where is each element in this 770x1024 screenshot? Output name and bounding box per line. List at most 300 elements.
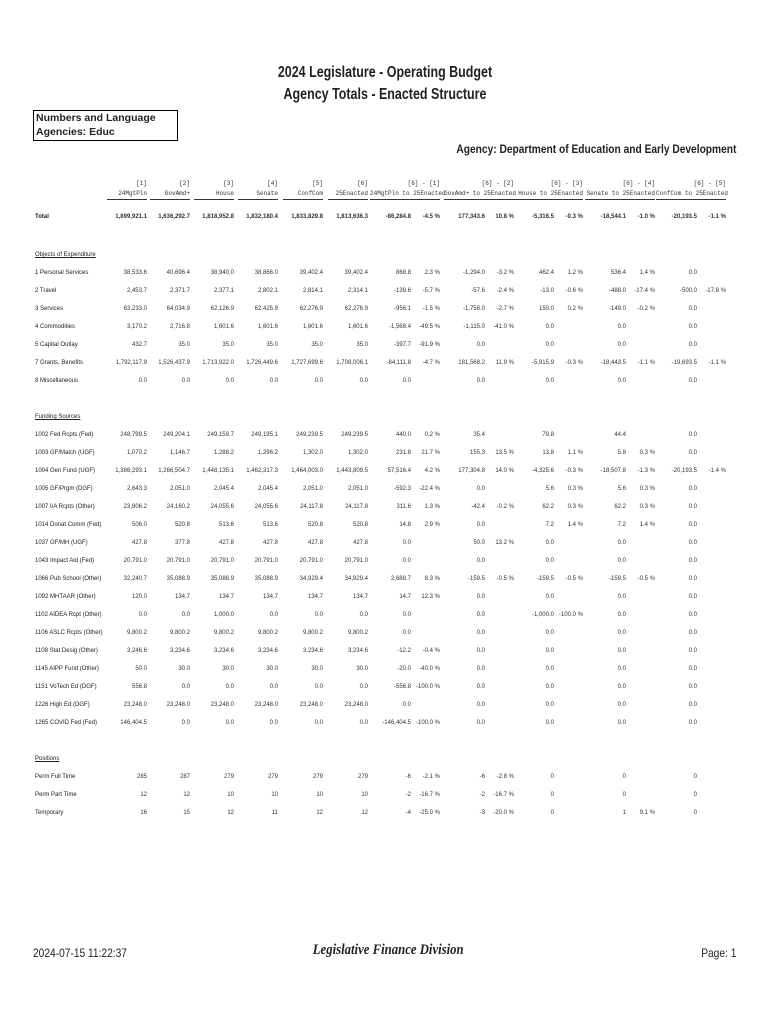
cell-value: 1,899,921.1 bbox=[115, 214, 147, 220]
diff-value: 0 bbox=[622, 774, 626, 780]
diff-percent: -0.5 % bbox=[496, 576, 514, 582]
diff-value: -20,193.5 bbox=[671, 468, 697, 474]
column-number: [6] - [4] bbox=[622, 180, 655, 187]
cell-value: 20,791.0 bbox=[123, 558, 147, 564]
diff-percent: -1.5 % bbox=[422, 306, 440, 312]
footer-timestamp: 2024-07-15 11:22:37 bbox=[33, 946, 127, 960]
diff-value: -159.5 bbox=[467, 576, 485, 582]
cell-value: 0.0 bbox=[181, 378, 190, 384]
diff-percent: 2.9 % bbox=[424, 522, 440, 528]
diff-value: 0.0 bbox=[688, 630, 697, 636]
row-label: 1004 Gen Fund (UGF) bbox=[35, 468, 96, 474]
diff-value: 7.2 bbox=[545, 522, 554, 528]
cell-value: 3,234.6 bbox=[302, 648, 323, 654]
cell-value: 0.0 bbox=[225, 684, 234, 690]
row-label: 3 Services bbox=[35, 306, 64, 312]
diff-value: 868.8 bbox=[395, 270, 411, 276]
row-label: 1043 Impact Aid (Fed) bbox=[35, 558, 95, 564]
diff-percent: -0.4 % bbox=[422, 648, 440, 654]
diff-value: 0.0 bbox=[402, 630, 411, 636]
row-label: Perm Part Time bbox=[35, 792, 77, 798]
cell-value: 3,170.2 bbox=[126, 324, 147, 330]
cell-value: 134.7 bbox=[307, 594, 323, 600]
cell-value: 520.8 bbox=[307, 522, 323, 528]
cell-value: 1,818,952.8 bbox=[202, 214, 234, 220]
cell-value: 38,533.6 bbox=[123, 270, 147, 276]
column-number: [6] - [1] bbox=[407, 180, 440, 187]
row-label: 1066 Pub School (Other) bbox=[35, 576, 102, 582]
diff-value: 2,688.7 bbox=[390, 576, 411, 582]
row-label: 1151 VoTech Ed (DGF) bbox=[35, 684, 97, 690]
section-heading: Funding Sources bbox=[35, 414, 81, 420]
cell-value: 39,402.4 bbox=[344, 270, 368, 276]
diff-value: 79.8 bbox=[542, 432, 554, 438]
row-label: 1092 MHTAAR (Other) bbox=[35, 594, 96, 600]
cell-value: 1,266,504.7 bbox=[158, 468, 190, 474]
cell-value: 1,000.0 bbox=[213, 612, 234, 618]
diff-value: 0.0 bbox=[476, 558, 485, 564]
diff-percent: -1.3 % bbox=[637, 468, 655, 474]
cell-value: 35.0 bbox=[266, 342, 278, 348]
diff-value: 5.8 bbox=[617, 450, 626, 456]
cell-value: 2,045.4 bbox=[257, 486, 278, 492]
diff-value: 14.7 bbox=[399, 594, 411, 600]
cell-value: 120.0 bbox=[131, 594, 147, 600]
cell-value: 12 bbox=[183, 792, 190, 798]
cell-value: 249,239.5 bbox=[296, 432, 323, 438]
cell-value: 0.0 bbox=[181, 720, 190, 726]
diff-value: -139.6 bbox=[393, 288, 411, 294]
diff-value: 0.0 bbox=[688, 270, 697, 276]
diff-value: -3 bbox=[479, 810, 485, 816]
diff-percent: -0.3 % bbox=[565, 468, 583, 474]
column-number: [6] - [5] bbox=[693, 180, 726, 187]
diff-value: -6 bbox=[479, 774, 485, 780]
cell-value: 279 bbox=[223, 774, 234, 780]
diff-percent: -1.1 % bbox=[637, 360, 655, 366]
diff-value: 0 bbox=[693, 810, 697, 816]
column-name: GovAmd+ to 25Enacted bbox=[444, 189, 514, 200]
column-header bbox=[513, 179, 583, 200]
diff-value: -4,325.6 bbox=[531, 468, 554, 474]
diff-value: 0 bbox=[693, 774, 697, 780]
cell-value: 2,643.3 bbox=[126, 486, 147, 492]
cell-value: 556.8 bbox=[131, 684, 147, 690]
cell-value: 3,234.6 bbox=[169, 648, 190, 654]
diff-percent: -0.2 % bbox=[496, 504, 514, 510]
diff-value: 0.0 bbox=[617, 666, 626, 672]
column-number: [6] bbox=[357, 180, 368, 187]
diff-value: -2 bbox=[405, 792, 411, 798]
cell-value: 35.0 bbox=[311, 342, 323, 348]
diff-percent: -0.5 % bbox=[565, 576, 583, 582]
diff-value: 0.0 bbox=[688, 306, 697, 312]
diff-percent: -2.7 % bbox=[496, 306, 514, 312]
diff-value: 0.0 bbox=[688, 576, 697, 582]
cell-value: 12 bbox=[361, 810, 368, 816]
diff-value: 0.0 bbox=[476, 594, 485, 600]
column-header bbox=[370, 179, 446, 200]
cell-value: 30.0 bbox=[356, 666, 368, 672]
row-label: 5 Capital Outlay bbox=[35, 342, 78, 348]
cell-value: 24,117.8 bbox=[300, 504, 323, 510]
diff-value: 0.0 bbox=[688, 432, 697, 438]
cell-value: 432.7 bbox=[131, 342, 147, 348]
cell-value: 24,055.6 bbox=[254, 504, 278, 510]
cell-value: 0.0 bbox=[225, 378, 234, 384]
row-label: 1106 ASLC Rcpts (Other) bbox=[35, 630, 103, 636]
diff-percent: -1.4 % bbox=[708, 468, 726, 474]
diff-value: 0.0 bbox=[688, 378, 697, 384]
column-name: House bbox=[194, 189, 234, 200]
diff-value: 0.0 bbox=[476, 630, 485, 636]
column-name: ConfCom to 25Enacted bbox=[656, 189, 726, 200]
diff-value: 177,304.8 bbox=[458, 468, 485, 474]
diff-value: -146,404.5 bbox=[382, 720, 411, 726]
cell-value: 16 bbox=[140, 810, 147, 816]
diff-value: 0.0 bbox=[545, 648, 554, 654]
cell-value: 1,601.6 bbox=[347, 324, 368, 330]
diff-percent: 1.4 % bbox=[639, 270, 655, 276]
diff-percent: 21.7 % bbox=[421, 450, 440, 456]
cell-value: 35.0 bbox=[178, 342, 190, 348]
cell-value: 1,813,636.3 bbox=[336, 214, 368, 220]
column-name: 25Enacted bbox=[328, 189, 368, 200]
diff-percent: -2.4 % bbox=[496, 288, 514, 294]
diff-percent: -41.0 % bbox=[493, 324, 514, 330]
diff-value: 0.0 bbox=[545, 558, 554, 564]
diff-percent: 8.3 % bbox=[424, 576, 440, 582]
cell-value: 24,117.8 bbox=[345, 504, 368, 510]
cell-value: 134.7 bbox=[174, 594, 190, 600]
cell-value: 10 bbox=[271, 792, 278, 798]
diff-value: 0.0 bbox=[545, 702, 554, 708]
cell-value: 10 bbox=[361, 792, 368, 798]
diff-value: 0.0 bbox=[476, 342, 485, 348]
diff-value: -6 bbox=[405, 774, 411, 780]
diff-value: 155.3 bbox=[469, 450, 485, 456]
cell-value: 2,802.1 bbox=[257, 288, 278, 294]
column-name: 24MgtPln to 25Enacted bbox=[370, 189, 440, 200]
diff-percent: 14.0 % bbox=[495, 468, 514, 474]
cell-value: 1,636,292.7 bbox=[158, 214, 190, 220]
filter-line1: Numbers and Language bbox=[36, 112, 156, 124]
diff-percent: -3.2 % bbox=[496, 270, 514, 276]
diff-value: 0.0 bbox=[545, 666, 554, 672]
diff-value: -1,568.4 bbox=[388, 324, 411, 330]
cell-value: 2,045.4 bbox=[213, 486, 234, 492]
row-label: Temporary bbox=[35, 810, 64, 816]
cell-value: 279 bbox=[312, 774, 323, 780]
diff-value: 62.2 bbox=[542, 504, 554, 510]
diff-percent: 1.2 % bbox=[567, 270, 583, 276]
row-label: 1102 AIDEA Rcpt (Other) bbox=[35, 612, 102, 618]
column-header bbox=[444, 179, 517, 200]
cell-value: 20,791.0 bbox=[254, 558, 278, 564]
cell-value: 1,296.2 bbox=[257, 450, 278, 456]
cell-value: 9,800.2 bbox=[347, 630, 368, 636]
cell-value: 1,146.7 bbox=[169, 450, 190, 456]
diff-percent: 0.2 % bbox=[567, 306, 583, 312]
cell-value: 39,402.4 bbox=[299, 270, 323, 276]
diff-percent: 0.3 % bbox=[639, 504, 655, 510]
cell-value: 249,159.7 bbox=[207, 432, 234, 438]
column-header bbox=[194, 179, 234, 200]
cell-value: 24,160.2 bbox=[166, 504, 190, 510]
diff-value: 62.2 bbox=[614, 504, 626, 510]
cell-value: 520.8 bbox=[352, 522, 368, 528]
diff-value: 0.0 bbox=[617, 594, 626, 600]
diff-percent: -0.6 % bbox=[565, 288, 583, 294]
cell-value: 0.0 bbox=[359, 378, 368, 384]
row-label: Total bbox=[35, 214, 49, 220]
diff-value: 0 bbox=[622, 792, 626, 798]
column-header bbox=[107, 179, 147, 200]
cell-value: 2,051.0 bbox=[347, 486, 368, 492]
cell-value: 12 bbox=[316, 810, 323, 816]
cell-value: 35.0 bbox=[222, 342, 234, 348]
diff-value: 536.4 bbox=[610, 270, 626, 276]
column-number: [3] bbox=[223, 180, 234, 187]
diff-percent: 9.1 % bbox=[639, 810, 655, 816]
row-label: 1037 GF/MH (UGF) bbox=[35, 540, 88, 546]
cell-value: 23,806.2 bbox=[123, 504, 147, 510]
cell-value: 9,800.2 bbox=[169, 630, 190, 636]
cell-value: 0.0 bbox=[314, 720, 323, 726]
column-number: [4] bbox=[267, 180, 278, 187]
diff-value: -18,507.8 bbox=[600, 468, 626, 474]
diff-value: -556.8 bbox=[393, 684, 411, 690]
diff-value: -956.1 bbox=[393, 306, 411, 312]
cell-value: 0.0 bbox=[314, 378, 323, 384]
cell-value: 0.0 bbox=[359, 684, 368, 690]
diff-percent: -0.3 % bbox=[565, 214, 583, 220]
cell-value: 20,791.0 bbox=[166, 558, 190, 564]
cell-value: 10 bbox=[316, 792, 323, 798]
cell-value: 285 bbox=[136, 774, 147, 780]
report-title-line2: Agency Totals - Enacted Structure bbox=[283, 86, 487, 103]
cell-value: 62,276.9 bbox=[299, 306, 323, 312]
diff-value: -84,111.8 bbox=[386, 360, 411, 366]
cell-value: 1,601.6 bbox=[302, 324, 323, 330]
cell-value: 506.0 bbox=[131, 522, 147, 528]
section-heading: Positions bbox=[35, 756, 60, 762]
cell-value: 0.0 bbox=[269, 684, 278, 690]
diff-value: 5.6 bbox=[617, 486, 626, 492]
cell-value: 249,195.1 bbox=[251, 432, 278, 438]
diff-value: -2 bbox=[479, 792, 485, 798]
cell-value: 30.0 bbox=[222, 666, 234, 672]
cell-value: 20,791.0 bbox=[344, 558, 368, 564]
diff-percent: -5.7 % bbox=[422, 288, 440, 294]
row-label: Perm Full Time bbox=[35, 774, 76, 780]
diff-value: -42.4 bbox=[471, 504, 485, 510]
diff-value: 440.0 bbox=[395, 432, 411, 438]
cell-value: 30.0 bbox=[178, 666, 190, 672]
section-heading: Objects of Expenditure bbox=[35, 252, 96, 258]
diff-value: 0.0 bbox=[476, 486, 485, 492]
column-name: 24MgtPln bbox=[107, 189, 147, 200]
cell-value: 1,302.0 bbox=[302, 450, 323, 456]
diff-value: -1,758.0 bbox=[462, 306, 485, 312]
diff-value: 462.4 bbox=[538, 270, 554, 276]
diff-value: 0.0 bbox=[545, 594, 554, 600]
diff-value: 0.0 bbox=[617, 630, 626, 636]
diff-value: 0.0 bbox=[688, 558, 697, 564]
diff-value: -1,115.0 bbox=[463, 324, 485, 330]
diff-value: 0 bbox=[693, 792, 697, 798]
diff-value: 0.0 bbox=[617, 612, 626, 618]
diff-value: 0.0 bbox=[688, 450, 697, 456]
diff-value: 7.2 bbox=[617, 522, 626, 528]
column-header bbox=[283, 179, 323, 200]
diff-value: 0.0 bbox=[402, 540, 411, 546]
cell-value: 427.8 bbox=[352, 540, 368, 546]
diff-value: 0.0 bbox=[476, 522, 485, 528]
column-header bbox=[656, 179, 729, 200]
row-label: 1108 Stat Desig (Other) bbox=[35, 648, 98, 654]
cell-value: 1,462,317.3 bbox=[246, 468, 278, 474]
column-header bbox=[328, 179, 368, 200]
diff-percent: 1.4 % bbox=[567, 522, 583, 528]
cell-value: 1,832,180.4 bbox=[246, 214, 278, 220]
cell-value: 11 bbox=[271, 810, 278, 816]
cell-value: 0.0 bbox=[269, 720, 278, 726]
diff-value: 0.0 bbox=[617, 540, 626, 546]
diff-value: 0.0 bbox=[476, 720, 485, 726]
cell-value: 23,248.0 bbox=[123, 702, 147, 708]
diff-percent: -100.0 % bbox=[415, 684, 440, 690]
row-label: 1002 Fed Rcpts (Fed) bbox=[35, 432, 94, 438]
column-name: ConfCom bbox=[283, 189, 323, 200]
diff-value: 0.0 bbox=[402, 558, 411, 564]
cell-value: 35,088.9 bbox=[254, 576, 278, 582]
cell-value: 2,371.7 bbox=[169, 288, 190, 294]
footer-division: Legislative Finance Division bbox=[312, 942, 464, 958]
cell-value: 23,248.0 bbox=[210, 702, 234, 708]
diff-value: 0 bbox=[550, 810, 554, 816]
cell-value: 23,248.0 bbox=[344, 702, 368, 708]
cell-value: 0.0 bbox=[138, 612, 147, 618]
cell-value: 30.0 bbox=[311, 666, 323, 672]
diff-percent: -100.0 % bbox=[558, 612, 583, 618]
diff-value: -19,693.5 bbox=[671, 360, 697, 366]
diff-value: 181,568.2 bbox=[458, 360, 485, 366]
cell-value: 1,601.6 bbox=[257, 324, 278, 330]
diff-percent: -49.5 % bbox=[419, 324, 440, 330]
diff-percent: 1.1 % bbox=[567, 450, 583, 456]
diff-value: 0.0 bbox=[476, 684, 485, 690]
cell-value: 35.0 bbox=[356, 342, 368, 348]
cell-value: 2,377.1 bbox=[213, 288, 234, 294]
cell-value: 3,234.6 bbox=[347, 648, 368, 654]
diff-percent: -17.4 % bbox=[634, 288, 655, 294]
column-number: [6] - [2] bbox=[481, 180, 514, 187]
diff-value: 0.0 bbox=[617, 702, 626, 708]
diff-value: 0.0 bbox=[617, 378, 626, 384]
cell-value: 15 bbox=[183, 810, 190, 816]
cell-value: 2,814.1 bbox=[302, 288, 323, 294]
cell-value: 12 bbox=[140, 792, 147, 798]
column-number: [6] - [3] bbox=[550, 180, 583, 187]
diff-value: 13.8 bbox=[542, 450, 554, 456]
diff-value: 44.4 bbox=[614, 432, 626, 438]
report-title bbox=[85, 62, 686, 106]
cell-value: 2,453.7 bbox=[126, 288, 147, 294]
diff-percent: -0.2 % bbox=[637, 306, 655, 312]
diff-value: 0.0 bbox=[402, 612, 411, 618]
cell-value: 248,799.5 bbox=[120, 432, 147, 438]
cell-value: 62,276.9 bbox=[344, 306, 368, 312]
agency-title: Agency: Department of Education and Early Development bbox=[456, 142, 736, 156]
diff-value: 0.0 bbox=[688, 324, 697, 330]
diff-percent: -2.8 % bbox=[496, 774, 514, 780]
cell-value: 1,070.2 bbox=[126, 450, 147, 456]
diff-value: 0.0 bbox=[688, 666, 697, 672]
report-title-line1: 2024 Legislature - Operating Budget bbox=[277, 64, 493, 81]
diff-value: -159.5 bbox=[608, 576, 626, 582]
diff-value: 0.0 bbox=[688, 342, 697, 348]
diff-value: 0.0 bbox=[402, 378, 411, 384]
diff-percent: -0.3 % bbox=[565, 360, 583, 366]
diff-value: -18,544.1 bbox=[600, 214, 626, 220]
cell-value: 0.0 bbox=[181, 684, 190, 690]
column-header bbox=[238, 179, 278, 200]
column-name: GovAmd+ bbox=[150, 189, 190, 200]
diff-value: 0.0 bbox=[476, 612, 485, 618]
diff-value: 0.0 bbox=[617, 720, 626, 726]
cell-value: 40,696.4 bbox=[166, 270, 190, 276]
diff-value: 0.0 bbox=[617, 342, 626, 348]
diff-value: -20,193.5 bbox=[671, 214, 697, 220]
cell-value: 279 bbox=[267, 774, 278, 780]
cell-value: 23,248.0 bbox=[254, 702, 278, 708]
diff-percent: -1.0 % bbox=[637, 214, 655, 220]
diff-value: -5,316.5 bbox=[531, 214, 554, 220]
cell-value: 0.0 bbox=[359, 612, 368, 618]
diff-percent: -0.5 % bbox=[637, 576, 655, 582]
cell-value: 24,055.6 bbox=[210, 504, 234, 510]
diff-value: 0.0 bbox=[688, 594, 697, 600]
diff-value: 0.0 bbox=[617, 324, 626, 330]
cell-value: 64,034.9 bbox=[166, 306, 190, 312]
cell-value: 1,288.2 bbox=[213, 450, 234, 456]
cell-value: 3,234.6 bbox=[257, 648, 278, 654]
diff-value: 0.0 bbox=[545, 378, 554, 384]
diff-value: 0.0 bbox=[688, 720, 697, 726]
diff-value: -397.7 bbox=[393, 342, 411, 348]
row-label: 7 Grants, Benefits bbox=[35, 360, 84, 366]
diff-value: 0.0 bbox=[688, 522, 697, 528]
diff-value: 35.4 bbox=[473, 432, 485, 438]
footer-page-number: Page: 1 bbox=[700, 946, 736, 960]
cell-value: 50.0 bbox=[135, 666, 147, 672]
cell-value: 0.0 bbox=[314, 684, 323, 690]
diff-value: -500.0 bbox=[679, 288, 697, 294]
diff-value: 0.0 bbox=[688, 612, 697, 618]
cell-value: 0.0 bbox=[314, 612, 323, 618]
cell-value: 1,727,699.6 bbox=[291, 360, 323, 366]
cell-value: 2,314.1 bbox=[347, 288, 368, 294]
cell-value: 134.7 bbox=[262, 594, 278, 600]
diff-value: -159.5 bbox=[536, 576, 554, 582]
cell-value: 1,526,437.9 bbox=[158, 360, 190, 366]
cell-value: 1,792,117.9 bbox=[115, 360, 147, 366]
diff-percent: 13.5 % bbox=[495, 450, 514, 456]
diff-value: -57.6 bbox=[471, 288, 485, 294]
diff-value: 231.8 bbox=[395, 450, 411, 456]
diff-value: 50.0 bbox=[473, 540, 485, 546]
